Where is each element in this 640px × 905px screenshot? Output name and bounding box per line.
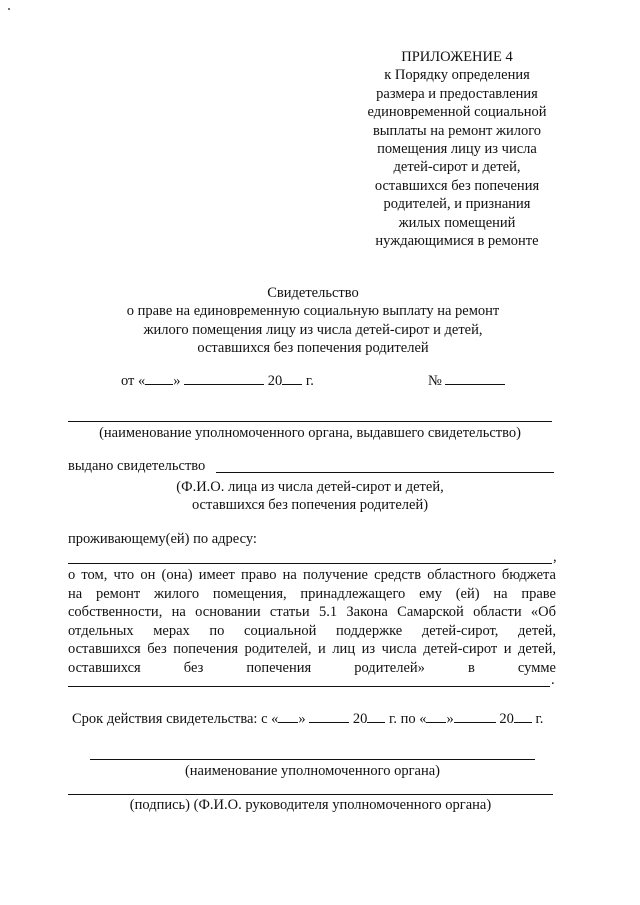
validity-quote: » bbox=[446, 711, 454, 727]
issued-label: выдано свидетельство bbox=[68, 458, 206, 474]
validity-to-label: г. по « bbox=[389, 711, 427, 727]
issuer-caption: (наименование уполномоченного органа, выдавшего свидетельство) bbox=[99, 425, 521, 441]
sum-dot: . bbox=[551, 672, 555, 688]
body-line: о том, что он (она) имеет право на получение средств областного бюджета bbox=[68, 567, 556, 583]
day-field[interactable] bbox=[145, 370, 173, 385]
address-field[interactable] bbox=[68, 563, 552, 564]
sum-field[interactable] bbox=[68, 686, 550, 687]
body-line: на ремонт жилого помещения, принадлежащего ему (ей) на праве bbox=[68, 585, 556, 602]
scan-speck bbox=[8, 8, 10, 10]
appendix-line: ПРИЛОЖЕНИЕ 4 bbox=[401, 49, 513, 65]
appendix-line: жилых помещений bbox=[398, 214, 516, 231]
appendix-line: единовременной социальной bbox=[367, 104, 547, 121]
date-row bbox=[121, 370, 314, 390]
validity-row bbox=[72, 708, 543, 728]
body-line: собственности, на основании статьи 5.1 Закона Самарской области «Об bbox=[68, 604, 556, 621]
validity-day-to[interactable] bbox=[426, 708, 446, 723]
address-label: проживающему(ей) по адресу: bbox=[68, 531, 257, 547]
issued-name-field[interactable] bbox=[216, 472, 554, 473]
year-suffix: г. bbox=[305, 373, 314, 389]
validity-month-to[interactable] bbox=[454, 708, 496, 723]
authority-field[interactable] bbox=[90, 759, 535, 760]
appendix-line: родителей, и признания bbox=[383, 196, 531, 213]
number-sign: № bbox=[428, 373, 442, 389]
certificate-title bbox=[68, 284, 558, 358]
validity-quote: » bbox=[298, 711, 306, 727]
validity-year-from[interactable] bbox=[367, 708, 385, 723]
validity-day-from[interactable] bbox=[278, 708, 298, 723]
issued-caption-line1: (Ф.И.О. лица из числа детей-сирот и детей, bbox=[176, 479, 444, 495]
signature-field[interactable] bbox=[68, 794, 553, 795]
year-prefix: 20 bbox=[267, 373, 283, 389]
appendix-line: нуждающимися в ремонте bbox=[375, 233, 539, 250]
certificate-body bbox=[68, 566, 556, 678]
title-line: Свидетельство bbox=[267, 285, 359, 301]
validity-year-prefix: 20 bbox=[499, 711, 514, 727]
validity-month-from[interactable] bbox=[309, 708, 349, 723]
date-from-label: от « bbox=[121, 373, 146, 389]
body-line: отдельных мерах по социальной поддержке детей-сирот, детей, bbox=[68, 622, 556, 639]
validity-label: Срок действия свидетельства: с « bbox=[72, 711, 279, 727]
issued-caption-line2: оставшихся без попечения родителей) bbox=[191, 497, 429, 513]
title-line: оставшихся без попечения родителей bbox=[197, 340, 429, 357]
validity-year-to[interactable] bbox=[514, 708, 532, 723]
title-line: о праве на единовременную социальную выплату на ремонт bbox=[126, 303, 500, 320]
validity-year-prefix: 20 bbox=[352, 711, 368, 727]
validity-year-suffix: г. bbox=[535, 711, 544, 727]
appendix-line: к Порядку определения bbox=[384, 67, 530, 84]
appendix-line: помещения лицу из числа bbox=[377, 141, 537, 158]
address-comma: , bbox=[553, 549, 557, 565]
appendix-line: оставшихся без попечения bbox=[374, 177, 540, 194]
date-quote: » bbox=[173, 373, 181, 389]
issuer-field[interactable] bbox=[68, 421, 552, 422]
number-field[interactable] bbox=[445, 370, 505, 385]
appendix-line: выплаты на ремонт жилого bbox=[372, 122, 542, 139]
title-line: жилого помещения лицу из числа детей-сирот и детей, bbox=[143, 321, 483, 338]
number-row bbox=[428, 370, 505, 390]
appendix-line: размера и предоставления bbox=[376, 85, 538, 102]
body-line: оставшихся без попечения родителей, и лиц из числа детей-сирот и детей, bbox=[68, 641, 556, 658]
body-line: оставшихся без попечения родителей» в сумме bbox=[68, 659, 556, 676]
signature-caption: (подпись) (Ф.И.О. руководителя уполномоченного органа) bbox=[129, 797, 492, 813]
year-field[interactable] bbox=[282, 370, 302, 385]
appendix-header bbox=[352, 48, 562, 250]
appendix-line: детей-сирот и детей, bbox=[393, 159, 521, 176]
month-field[interactable] bbox=[184, 370, 264, 385]
authority-caption: (наименование уполномоченного органа) bbox=[184, 763, 441, 779]
